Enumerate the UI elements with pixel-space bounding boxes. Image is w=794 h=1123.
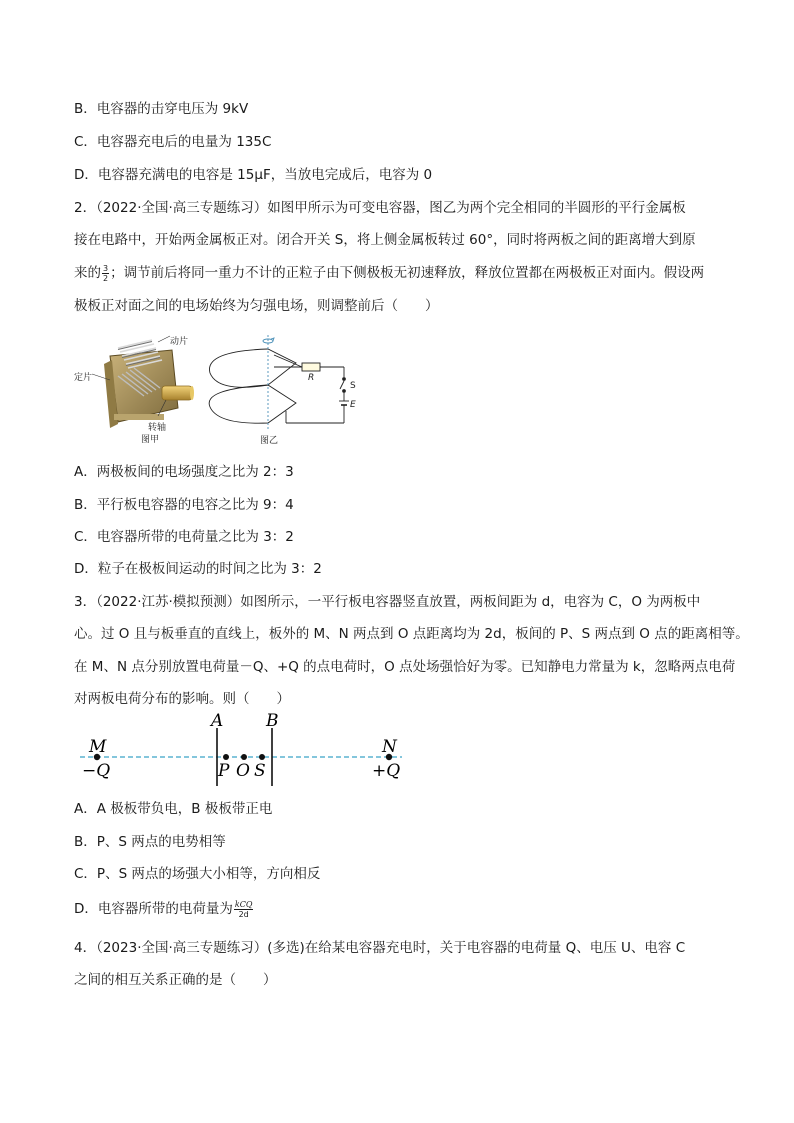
- resistor-label: R: [308, 373, 315, 383]
- point-s-dot: [259, 754, 265, 760]
- q2-fraction-denominator: 2: [103, 273, 109, 283]
- q1-option-c: C．电容器充电后的电量为 135C: [74, 134, 272, 150]
- shaft-label: 转轴: [148, 423, 167, 433]
- q2-stem-line1: 2．（2022·全国·高三专题练习）如图甲所示为可变电容器，图乙为两个完全相同的半圆形的平行金属板: [74, 200, 686, 216]
- q2-fraction-numerator: 3: [103, 263, 109, 273]
- charge-m-label: −Q: [82, 761, 111, 781]
- q3-option-d-denominator: 2d: [238, 909, 249, 919]
- q2-stem-line3: [74, 263, 704, 283]
- q2-stem-line4: 极板正对面之间的电场始终为匀强电场，则调整前后（ ）: [74, 298, 439, 314]
- point-p-label: P: [218, 761, 230, 781]
- q2-stem-line3-post: ；调节前后将同一重力不计的正粒子由下侧极板无初速释放，释放位置都在两极板正对面内。假设两: [110, 265, 705, 281]
- q2-option-a: A．两极板间的电场强度之比为 2：3: [74, 464, 294, 480]
- moving-plate-label: 动片: [170, 337, 189, 347]
- q3-option-c: C．P、S 两点的场强大小相等，方向相反: [74, 866, 321, 882]
- source-label: E: [350, 400, 356, 410]
- q3-stem-line3: 在 M、N 点分别放置电荷量－Q、+Q 的点电荷时，O 点处场强恰好为零。已知静电力常量为 k，忽略两点电荷: [74, 659, 736, 675]
- q3-option-d-numerator: kCQ: [234, 899, 253, 909]
- figure-jia: [74, 330, 194, 445]
- semicircular-plates-circuit: [204, 333, 364, 443]
- q3-option-d: [74, 899, 254, 919]
- q4-stem-line1: 4．（2023·全国·高三专题练习）(多选)在给某电容器充电时，关于电容器的电荷量 Q、电压 U、电容 C: [74, 940, 686, 956]
- plate-b-label: B: [266, 711, 279, 731]
- point-p-dot: [223, 754, 229, 760]
- q3-stem-line4: 对两板电荷分布的影响。则（ ）: [74, 691, 290, 707]
- q3-option-a: A．A 极板带负电，B 极板带正电: [74, 801, 273, 817]
- plate-a-label: A: [211, 711, 224, 731]
- q3-option-d-fraction: [234, 900, 254, 919]
- q3-stem-line2: 心。过 O 且与板垂直的直线上，板外的 M、N 两点到 O 点距离均为 2d，板间的 P、S 两点到 O 点的距离相等。: [74, 626, 749, 642]
- q3-capacitor-figure: [80, 710, 410, 786]
- point-o-dot: [241, 754, 247, 760]
- switch-label: S: [350, 381, 356, 391]
- q3-stem-line1: 3．（2022·江苏·模拟预测）如图所示，一平行板电容器竖直放置，两板间距为 d，电容为 C，O 为两板中: [74, 594, 701, 610]
- q1-option-b: B．电容器的击穿电压为 9kV: [74, 101, 249, 117]
- q2-option-b: B．平行板电容器的电容之比为 9：4: [74, 497, 294, 513]
- figure-yi: [204, 333, 364, 446]
- q4-stem-line2: 之间的相互关系正确的是（ ）: [74, 972, 277, 988]
- q3-option-b: B．P、S 两点的电势相等: [74, 834, 226, 850]
- q2-option-c: C．电容器所带的电荷量之比为 3：2: [74, 529, 294, 545]
- q1-option-d: D．电容器充满电的电容是 15μF，当放电完成后，电容为 0: [74, 167, 433, 183]
- figure-jia-caption: 图甲: [141, 435, 160, 445]
- point-s-label: S: [254, 761, 266, 781]
- charge-n-label: +Q: [372, 761, 401, 781]
- figure-yi-caption: 图乙: [260, 436, 279, 446]
- point-n-label: N: [382, 737, 397, 757]
- point-o-label: O: [236, 761, 250, 781]
- q2-fraction: [102, 264, 109, 283]
- q2-stem-line3-pre: 来的: [74, 265, 101, 281]
- q2-stem-line2: 接在电路中，开始两金属板正对。闭合开关 S，将上侧金属板转过 60°，同时将两板之间的距离增大到原: [74, 232, 696, 248]
- q2-option-d: D．粒子在极板间运动的时间之比为 3：2: [74, 561, 322, 577]
- fixed-plate-label: 定片: [74, 373, 93, 383]
- q3-option-d-text: D．电容器所带的电荷量为: [74, 901, 233, 917]
- point-m-label: M: [89, 737, 107, 757]
